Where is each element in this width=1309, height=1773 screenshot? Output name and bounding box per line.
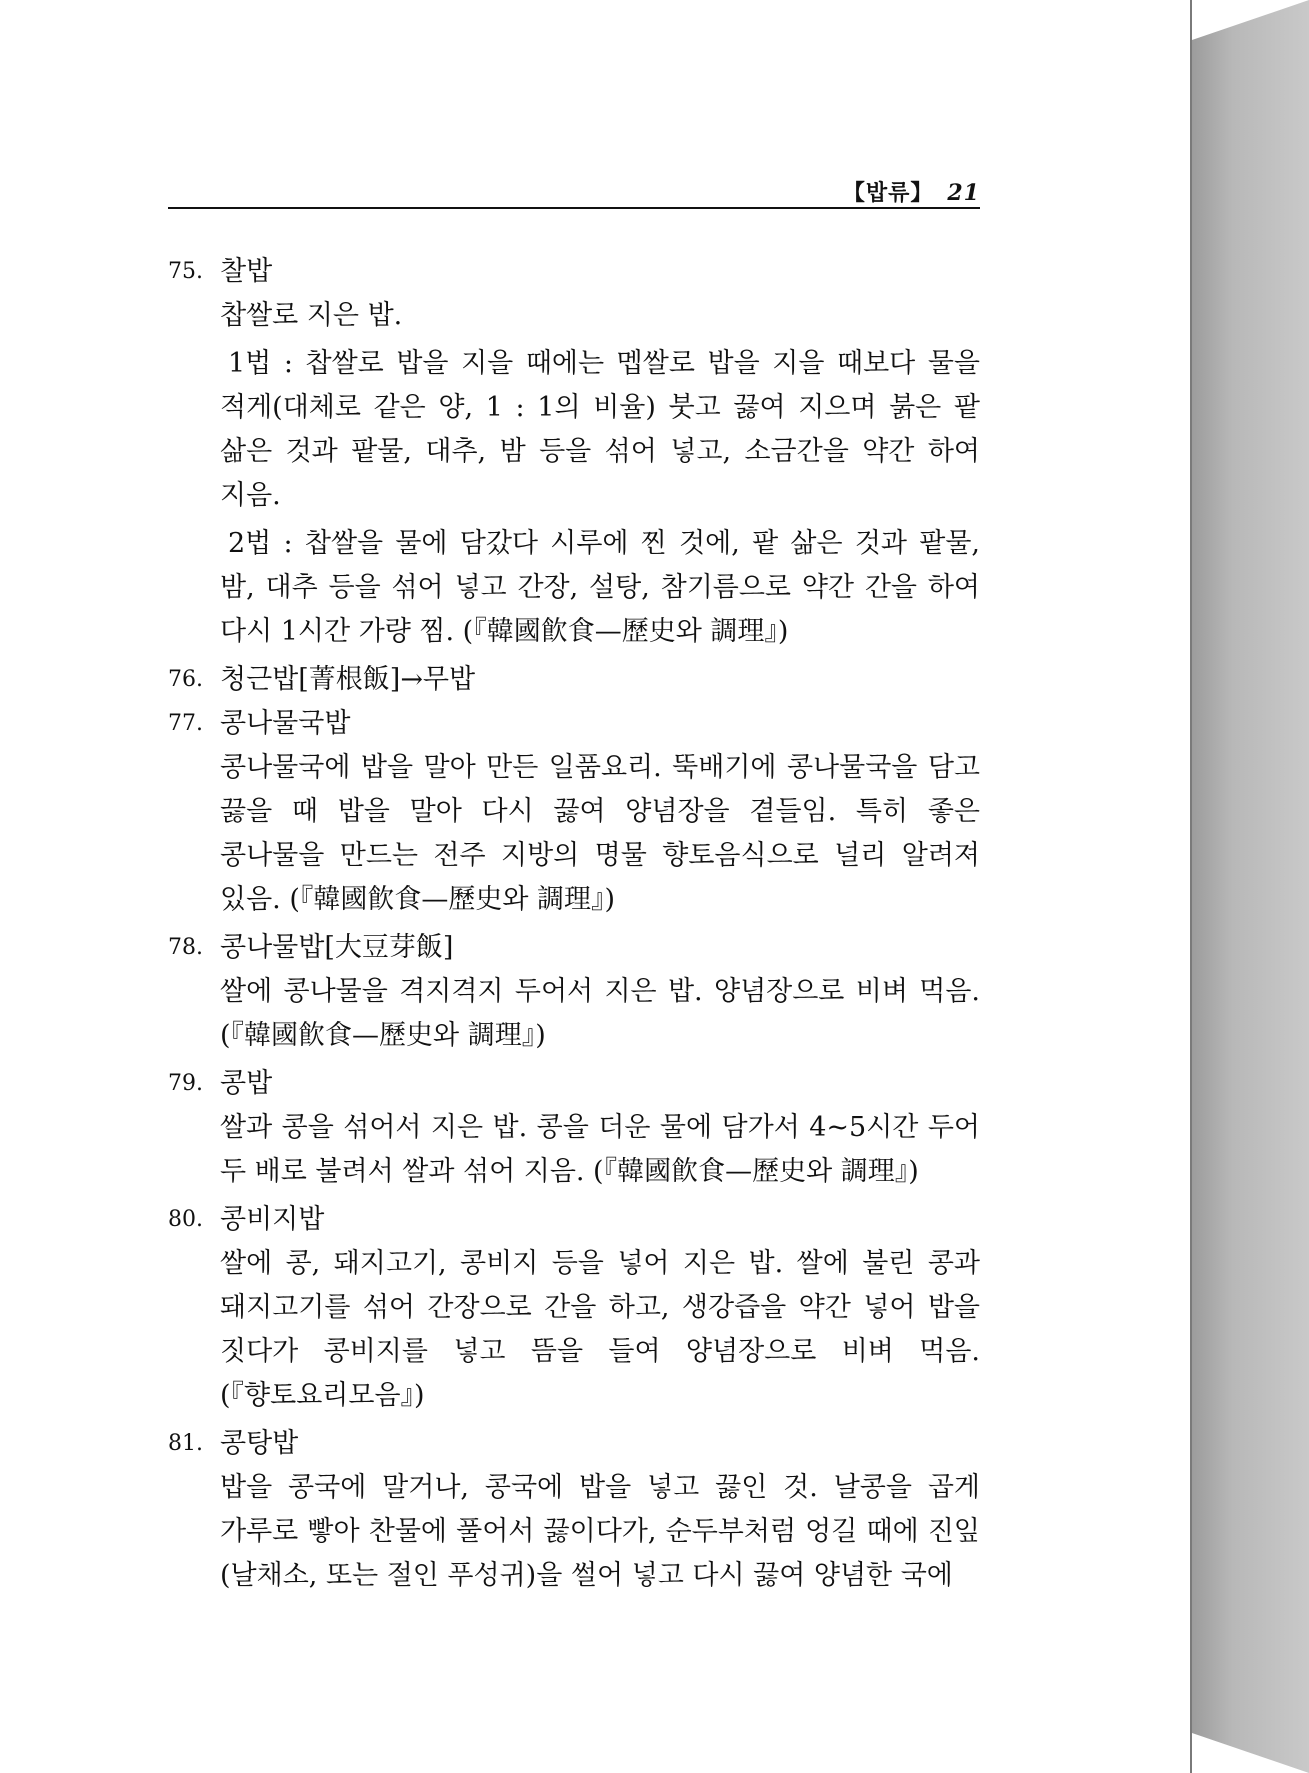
entry-79	[168, 1062, 980, 1194]
page-content	[168, 250, 980, 1602]
entry-80	[168, 1198, 980, 1418]
entry-definition: 콩나물국에 밥을 말아 만든 일품요리. 뚝배기에 콩나물국을 담고 끓을 때 밥을 말아 다시 끓여 양념장을 곁들임. 특히 좋은 콩나물을 만드는 전주 지방의 명물 향토음식으로 널리 알려져 있음. (『韓國飮食—歷史와 調理』)	[220, 752, 980, 915]
entry-title: 콩나물국밥	[220, 708, 351, 739]
entry-81	[168, 1422, 980, 1598]
entry-title: 콩비지밥	[220, 1204, 325, 1235]
entry-76	[168, 658, 980, 702]
entry-75	[168, 250, 980, 654]
entry-definition: 쌀에 콩나물을 격지격지 두어서 지은 밥. 양념장으로 비벼 먹음. (『韓國飮食—歷史와 調理』)	[220, 976, 980, 1051]
entry-78	[168, 926, 980, 1058]
entry-heading	[168, 1422, 980, 1466]
entry-body	[220, 1242, 980, 1418]
entry-number: 75.	[168, 259, 203, 284]
entry-heading	[168, 250, 980, 294]
entry-heading	[168, 702, 980, 746]
section-title: 【밥류】	[842, 180, 934, 206]
entry-definition: 찹쌀로 지은 밥.	[220, 300, 403, 331]
entry-title: 찰밥	[220, 256, 273, 287]
entry-title: 콩나물밥[大豆芽飯]	[220, 932, 454, 963]
page-number: 21	[947, 180, 980, 206]
header-rule	[168, 207, 980, 209]
entry-title: 콩탕밥	[220, 1428, 299, 1459]
entry-definition: 쌀에 콩, 돼지고기, 콩비지 등을 넣어 지은 밥. 쌀에 불린 콩과 돼지고기를 섞어 간장으로 간을 하고, 생강즙을 약간 넣어 밥을 짓다가 콩비지를 넣고 뜸을 들여 양념장으로 비벼 먹음. (『향토요리모음』)	[220, 1248, 980, 1411]
entry-heading	[168, 1198, 980, 1242]
book-page-edge	[1192, 0, 1309, 1773]
entry-number: 81.	[168, 1431, 203, 1456]
entry-title: 콩밥	[220, 1068, 273, 1099]
entry-body	[220, 1106, 980, 1194]
recipe-method-1: 1법 : 찹쌀로 밥을 지을 때에는 멥쌀로 밥을 지을 때보다 물을 적게(대체로 같은 양, 1 : 1의 비율) 붓고 끓여 지으며 붉은 팥 삶은 것과 팥물, 대추, 밤 등을 섞어 넣고, 소금간을 약간 하여 지음.	[220, 348, 980, 511]
entry-number: 76.	[168, 667, 203, 692]
entry-heading	[168, 1062, 980, 1106]
entry-77	[168, 702, 980, 922]
entry-definition: 밥을 콩국에 말거나, 콩국에 밥을 넣고 끓인 것. 날콩을 곱게 가루로 빻아 찬물에 풀어서 끓이다가, 순두부처럼 엉길 때에 진잎(날채소, 또는 절인 푸성귀)을 썰어 넣고 다시 끓여 양념한 국에	[220, 1472, 980, 1591]
entry-heading	[168, 926, 980, 970]
entry-body	[220, 294, 980, 654]
entry-body	[220, 746, 980, 922]
entry-heading	[168, 658, 980, 702]
entry-number: 80.	[168, 1207, 203, 1232]
entry-definition: 쌀과 콩을 섞어서 지은 밥. 콩을 더운 물에 담가서 4~5시간 두어 두 배로 불려서 쌀과 섞어 지음. (『韓國飮食—歷史와 調理』)	[220, 1112, 980, 1187]
entry-title: 청근밥[菁根飯]→무밥	[220, 664, 476, 695]
entry-number: 79.	[168, 1071, 203, 1096]
running-header	[168, 176, 980, 207]
recipe-method-2: 2법 : 찹쌀을 물에 담갔다 시루에 찐 것에, 팥 삶은 것과 팥물, 밤, 대추 등을 섞어 넣고 간장, 설탕, 참기름으로 약간 간을 하여 다시 1시간 가량 찜. (『韓國飮食—歷史와 調理』)	[220, 528, 980, 647]
entry-body	[220, 970, 980, 1058]
entry-body	[220, 1466, 980, 1598]
entry-number: 77.	[168, 711, 203, 736]
entry-number: 78.	[168, 935, 203, 960]
